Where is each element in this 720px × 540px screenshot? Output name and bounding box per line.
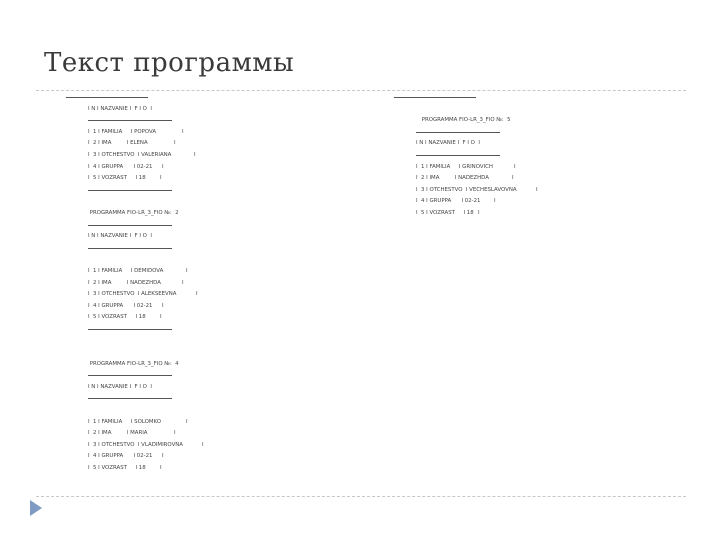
code-line: [34, 359, 354, 371]
line-end-marker: I: [186, 267, 188, 274]
line-text: I 1 I FAMILIA I DEMIDOVA: [88, 267, 164, 274]
code-line: [34, 127, 354, 139]
code-line: [34, 347, 354, 359]
line-end-marker: I: [536, 186, 538, 193]
code-line: [34, 115, 354, 127]
code-line: [34, 138, 354, 150]
code-line: [366, 92, 686, 104]
separator-line: [88, 190, 172, 191]
slide-title: Текст программы: [44, 48, 295, 78]
line-text: I N I NAZVANIE I F I O I: [88, 233, 152, 240]
line-text: I 4 I GRUPPA I 02-21: [88, 453, 153, 460]
line-text: PROGRAMMA FIO-LR_3_FIO №: 4: [88, 360, 179, 367]
line-text: I N I NAZVANIE I F I O I: [88, 105, 152, 112]
line-text: I 2 I IMA I ELENA: [88, 140, 148, 147]
code-line: [34, 266, 354, 278]
slide-marker-icon: [30, 500, 42, 516]
code-line: [34, 196, 354, 208]
code-line: [34, 324, 354, 336]
code-line: [34, 451, 354, 463]
code-line: [34, 162, 354, 174]
line-text: I 3 I OTCHESTVO I VLADIMIROVNA: [88, 441, 183, 448]
separator-line: [88, 248, 172, 249]
line-end-marker: I: [186, 418, 188, 425]
code-line: [34, 243, 354, 255]
line-text: I 1 I FAMILIA I GRINOVICH: [416, 163, 493, 170]
code-line: [34, 440, 354, 452]
line-end-marker: I: [182, 128, 184, 135]
line-text: I 4 I GRUPPA I 02-21: [88, 302, 153, 309]
code-line: [34, 393, 354, 405]
line-end-marker: I: [202, 441, 204, 448]
code-line: [34, 254, 354, 266]
code-line: [366, 208, 686, 220]
separator-line: [416, 132, 500, 133]
line-text: I 3 I OTCHESTVO I VALERIANA: [88, 151, 172, 158]
code-line: [34, 185, 354, 197]
line-text: I N I NAZVANIE I F I O I: [416, 140, 480, 147]
code-line: [366, 150, 686, 162]
code-line: [34, 289, 354, 301]
code-line: [34, 475, 354, 487]
code-line: [366, 104, 686, 116]
separator-line: [66, 97, 148, 98]
code-line: [34, 173, 354, 185]
line-end-marker: I: [478, 209, 480, 216]
line-end-marker: I: [494, 198, 496, 205]
code-line: [34, 220, 354, 232]
line-text: I 1 I FAMILIA I SOLOMKO: [88, 418, 162, 425]
code-line: [34, 463, 354, 475]
line-end-marker: I: [174, 430, 176, 437]
code-line: [34, 405, 354, 417]
line-end-marker: I: [196, 291, 198, 298]
right-column: [366, 92, 686, 220]
code-line: [366, 138, 686, 150]
separator-line: [416, 155, 500, 156]
line-end-marker: I: [514, 163, 516, 170]
line-end-marker: I: [174, 140, 176, 147]
line-text: I 5 I VOZRAST I 18: [88, 175, 146, 182]
line-text: I N I NAZVANIE I F I O I: [88, 383, 152, 390]
separator-line: [88, 120, 172, 121]
code-line: [34, 301, 354, 313]
line-end-marker: I: [512, 175, 514, 182]
line-text: I 2 I IMA I NADEZHDA: [88, 279, 161, 286]
code-line: [34, 104, 354, 116]
line-end-marker: I: [162, 163, 164, 170]
code-line: [34, 92, 354, 104]
code-line: [34, 370, 354, 382]
line-end-marker: I: [160, 465, 162, 471]
code-line: [34, 208, 354, 220]
code-line: [34, 382, 354, 394]
line-text: I 5 I VOZRAST I 18: [416, 209, 474, 216]
line-end-marker: I: [182, 279, 184, 286]
code-line: [34, 428, 354, 440]
line-text: I 1 I FAMILIA I POPOVA: [88, 128, 157, 135]
line-text: I 3 I OTCHESTVO I VECHESLAVOVNA: [416, 186, 517, 193]
line-text: I 4 I GRUPPA I 02-21: [416, 198, 481, 205]
code-line: [34, 312, 354, 324]
title-divider: [36, 90, 686, 91]
separator-line: [88, 398, 172, 399]
line-end-marker: I: [194, 151, 196, 158]
code-line: [366, 127, 686, 139]
line-end-marker: I: [160, 175, 162, 182]
code-line: [366, 115, 686, 127]
line-text: I 5 I VOZRAST I 18: [88, 465, 146, 471]
code-line: [34, 231, 354, 243]
code-line: [34, 278, 354, 290]
line-text: I 2 I IMA I MARIA: [88, 430, 148, 437]
line-end-marker: I: [160, 314, 162, 321]
footer-divider: [36, 496, 686, 497]
line-text: I 5 I VOZRAST I 18: [88, 314, 146, 321]
line-text: I 3 I OTCHESTVO I ALEKSEEVNA: [88, 291, 177, 298]
line-text: I 4 I GRUPPA I 02-21: [88, 163, 153, 170]
line-end-marker: I: [162, 302, 164, 309]
code-line: [366, 162, 686, 174]
code-line: [34, 150, 354, 162]
code-line: [366, 185, 686, 197]
left-column: [34, 92, 354, 486]
code-line: [366, 173, 686, 185]
code-line: [34, 335, 354, 347]
separator-line: [394, 97, 476, 98]
code-line: [366, 196, 686, 208]
separator-line: [88, 225, 172, 226]
separator-line: [88, 329, 172, 330]
code-line: [34, 417, 354, 429]
line-end-marker: I: [162, 453, 164, 460]
line-text: I 2 I IMA I NADEZHDA: [416, 175, 489, 182]
separator-line: [88, 375, 172, 376]
line-text: PROGRAMMA FIO-LR_3_FIO №: 5: [420, 117, 511, 124]
line-text: PROGRAMMA FIO-LR_3_FIO №: 2: [88, 209, 179, 216]
